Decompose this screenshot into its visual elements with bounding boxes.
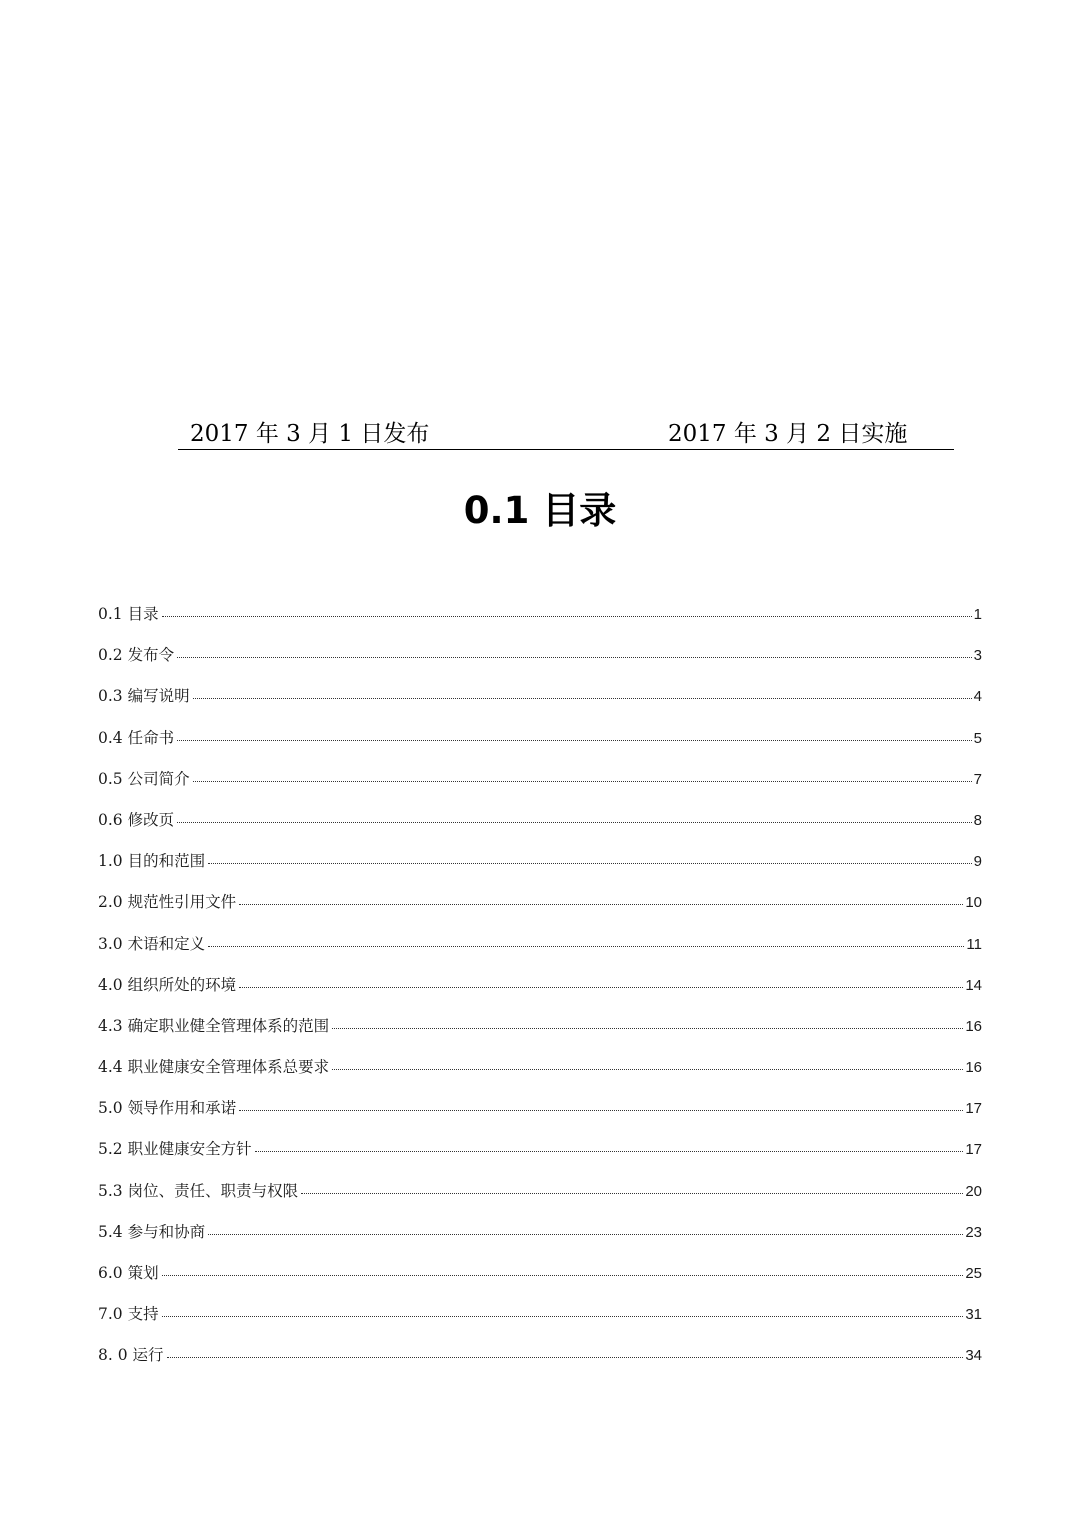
toc-entry-page: 31 (965, 1306, 982, 1324)
toc-entry-page: 16 (965, 1059, 982, 1077)
toc-dot-leader (239, 986, 963, 988)
toc-dot-leader (208, 945, 964, 947)
toc-entry-page: 5 (973, 729, 982, 747)
toc-entry-page: 20 (965, 1182, 982, 1200)
toc-dot-leader (332, 1027, 963, 1029)
toc-heading: 0.1 目录 (463, 489, 617, 532)
toc-entry-page: 23 (965, 1223, 982, 1241)
toc-entry[interactable] (98, 890, 982, 931)
toc-entry-title: 0.5 公司简介 (98, 769, 190, 788)
toc-entry-title: 5.0 领导作用和承诺 (98, 1099, 237, 1118)
toc-entry-page: 17 (965, 1100, 982, 1118)
toc-dot-leader (167, 1356, 964, 1358)
toc-entry[interactable] (98, 973, 982, 1014)
toc-entry[interactable] (98, 1261, 982, 1302)
toc-entry[interactable] (98, 602, 982, 643)
toc-dot-leader (162, 615, 972, 617)
toc-entry-page: 7 (973, 770, 982, 788)
toc-entry-title: 7.0 支持 (98, 1305, 159, 1324)
publish-date: 2017 年 3 月 1 日发布 (190, 421, 430, 447)
toc-entry-page: 1 (973, 606, 982, 623)
toc-dot-leader (162, 1274, 964, 1276)
toc-entry-page: 16 (965, 1017, 982, 1035)
toc-entry[interactable] (98, 1179, 982, 1220)
toc-entry-page: 8 (973, 811, 982, 829)
toc-dot-leader (177, 656, 972, 658)
toc-entry[interactable] (98, 849, 982, 890)
toc-entry-title: 6.0 策划 (98, 1264, 159, 1282)
toc-entry-title: 4.4 职业健康安全管理体系总要求 (98, 1058, 330, 1077)
toc-dot-leader (208, 862, 972, 864)
toc-entry[interactable] (98, 1055, 982, 1096)
toc-dot-leader (255, 1150, 964, 1152)
toc-dot-leader (193, 697, 972, 699)
toc-entry-title: 0.1 目录 (98, 605, 159, 623)
toc-entry-title: 5.2 职业健康安全方针 (98, 1140, 252, 1159)
toc-entry-title: 5.4 参与和协商 (98, 1222, 206, 1241)
toc-entry[interactable] (98, 643, 982, 684)
toc-entry-title: 0.4 任命书 (98, 728, 175, 747)
toc-entry[interactable] (98, 1014, 982, 1055)
toc-entry[interactable] (98, 1220, 982, 1261)
toc-entry-title: 4.0 组织所处的环境 (98, 975, 237, 994)
toc-dot-leader (239, 903, 963, 905)
toc-entry[interactable] (98, 1302, 982, 1343)
toc-entry-title: 2.0 规范性引用文件 (98, 893, 237, 912)
implement-date: 2017 年 3 月 2 日实施 (668, 421, 908, 447)
toc-entry-title: 4.3 确定职业健全管理体系的范围 (98, 1016, 330, 1035)
toc-entry-page: 11 (966, 935, 982, 953)
toc-entry-page: 34 (965, 1347, 982, 1365)
toc-entry-title: 8. 0 运行 (98, 1346, 164, 1365)
toc-entry-title: 3.0 术语和定义 (98, 934, 206, 953)
toc-dot-leader (301, 1192, 963, 1194)
toc-entry-title: 0.2 发布令 (98, 646, 175, 665)
toc-entry-page: 10 (965, 894, 982, 912)
toc-entry-page: 14 (965, 976, 982, 994)
toc-dot-leader (239, 1109, 963, 1111)
toc-entry[interactable] (98, 808, 982, 849)
toc-entry[interactable] (98, 1343, 982, 1384)
toc-entry-title: 0.3 编写说明 (98, 687, 190, 706)
toc-entry[interactable] (98, 1137, 982, 1178)
toc-entry[interactable] (98, 1096, 982, 1137)
toc-dot-leader (332, 1068, 963, 1070)
toc-dot-leader (208, 1233, 963, 1235)
toc-entry-page: 25 (965, 1265, 982, 1282)
toc-entry[interactable] (98, 767, 982, 808)
toc-entry[interactable] (98, 684, 982, 725)
date-line (178, 418, 954, 450)
toc-entry-title: 0.6 修改页 (98, 810, 175, 829)
toc-dot-leader (193, 780, 972, 782)
toc-dot-leader (162, 1315, 964, 1317)
toc-entry-page: 4 (973, 688, 982, 706)
toc-entry[interactable] (98, 932, 982, 973)
toc-entry-page: 9 (973, 853, 982, 871)
toc-entry[interactable] (98, 726, 982, 767)
toc-dot-leader (177, 739, 972, 741)
toc-list (98, 602, 982, 1385)
toc-dot-leader (177, 821, 972, 823)
toc-entry-page: 3 (973, 647, 982, 665)
toc-entry-title: 5.3 岗位、责任、职责与权限 (98, 1181, 299, 1200)
toc-entry-page: 17 (965, 1141, 982, 1159)
toc-entry-title: 1.0 目的和范围 (98, 852, 206, 871)
